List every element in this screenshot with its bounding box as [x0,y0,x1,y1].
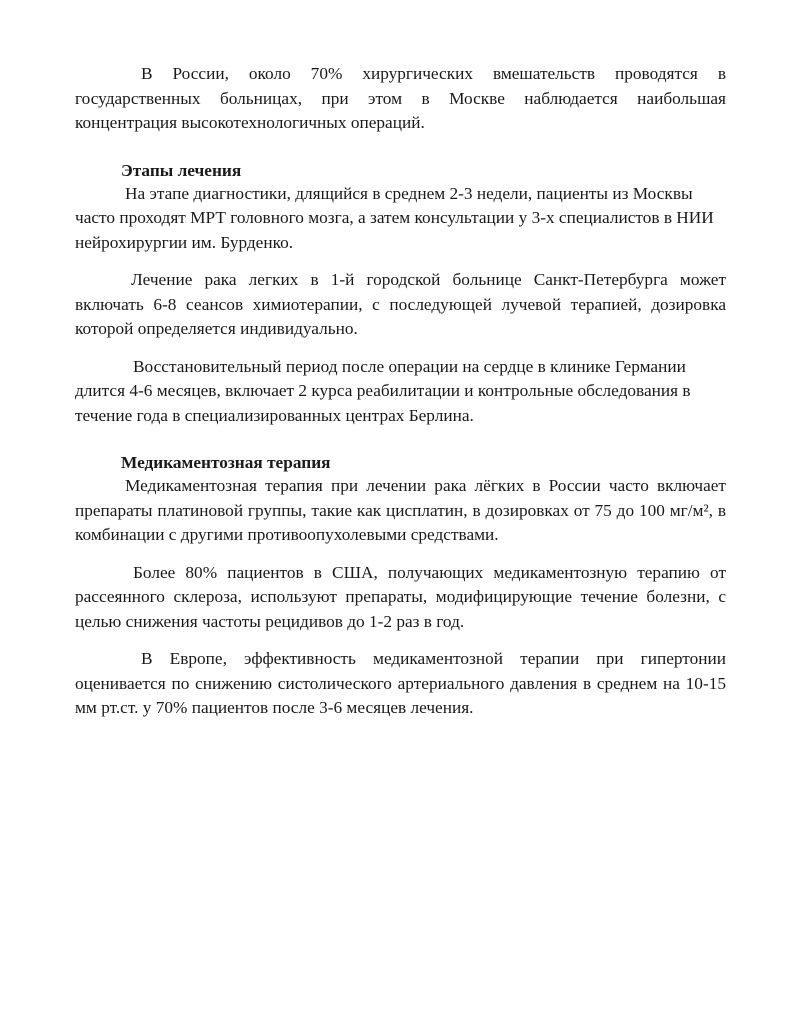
document-page [75,62,726,721]
spacer [75,548,726,561]
paragraph-diagnostics: На этапе диагностики, длящийся в среднем 2-3 недели, пациенты из Москвы часто проходят МРТ головного мозга, а затем консультации у 3-х специалистов в НИИ нейрохирургии им. Бурденко. [75,183,714,252]
paragraph-lung-cancer: Лечение рака легких в 1-й городской больнице Санкт-Петербурга может включать 6-8 сеансов химиотерапии, с последующей лучевой терапией, дозировка которой определяется индивидуально. [75,270,726,338]
spacer [75,428,726,452]
paragraph-intro: В России, около 70% хирургических вмешательств проводятся в государственных больницах, при этом в Москве наблюдается наибольшая концентрация высокотехнологичных операций. [75,64,726,132]
spacer [75,342,726,355]
paragraph-europe-hypertension: В Европе, эффективность медикаментозной терапии при гипертонии оценивается по снижению систолического артериального давления в среднем на 10-15 мм рт.ст. у 70% пациентов после 3-6 месяцев лечения. [75,649,726,717]
paragraph-recovery: Восстановительный период после операции на сердце в клинике Германии длится 4-6 месяцев, включает 2 курса реабилитации и контрольные обследования в течение года в специализированных центрах Берлина. [75,356,691,425]
spacer [75,634,726,647]
paragraph-drug-russia: Медикаментозная терапия при лечении рака лёгких в России часто включает препараты платиновой группы, такие как цисплатин, в дозировках от 75 до 100 мг/м², в комбинации с другими противоопухолевыми средствами. [75,476,726,544]
spacer [75,136,726,160]
paragraph-usa-ms: Более 80% пациентов в США, получающих медикаментозную терапию от рассеянного склероза, используют препараты, модифицирующие течение болезни, с целью снижения частоты рецидивов до 1-2 раз в год. [75,562,726,631]
spacer [75,255,726,268]
heading-drug-therapy: Медикаментозная терапия [121,453,331,472]
heading-stages: Этапы лечения [121,160,242,180]
